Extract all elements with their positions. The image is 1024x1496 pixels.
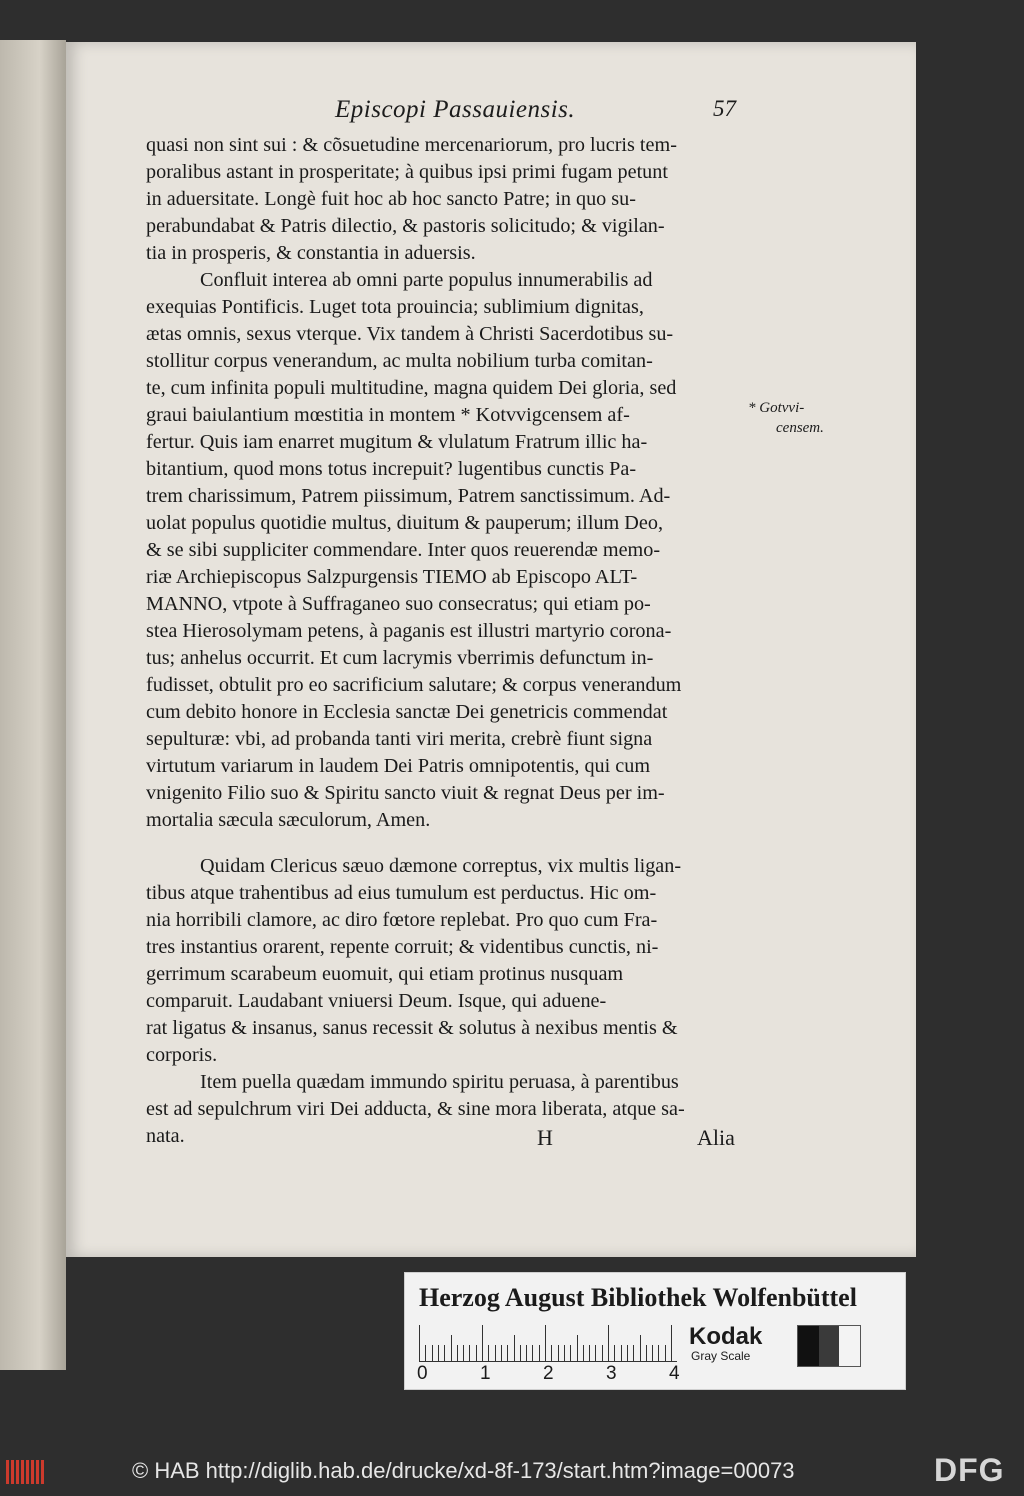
marginal-note: * Gotvvi-: [748, 400, 805, 416]
ruler-label: 0: [417, 1363, 428, 1384]
ruler-tick: [564, 1345, 565, 1361]
page-number: 57: [713, 96, 736, 121]
text-line: vnigenito Filio suo & Spiritu sancto viuit & regnat Deus per im-: [146, 782, 665, 804]
ruler-tick: [425, 1345, 426, 1361]
text-line: mortalia sæcula sæculorum, Amen.: [146, 809, 431, 831]
text-line: te, cum infinita populi multitudine, magna quidem Dei gloria, sed: [146, 377, 677, 399]
text-line: MANNO, vtpote à Suffraganeo suo consecratus; qui etiam po-: [146, 593, 651, 615]
ruler-label: 3: [606, 1363, 617, 1384]
icon-stripe: [11, 1460, 14, 1484]
ruler-tick: [646, 1345, 647, 1361]
ruler-tick: [520, 1345, 521, 1361]
ruler-tick: [469, 1345, 470, 1361]
text-line: poralibus astant in prosperitate; à quibus ipsi primi fugam petunt: [146, 161, 668, 183]
ruler-tick: [608, 1325, 609, 1361]
text-line: cum debito honore in Ecclesia sanctæ Dei genetricis commendat: [146, 701, 668, 723]
swatch: [839, 1326, 860, 1366]
text-line: gerrimum scarabeum euomuit, qui etiam protinus nusquam: [146, 963, 624, 985]
ruler-tick: [488, 1345, 489, 1361]
text-line: tres instantius orarent, repente corruit; & videntibus cunctis, ni-: [146, 936, 659, 958]
ruler-label: 2: [543, 1363, 554, 1384]
text-line: perabundabat & Patris dilectio, & pastoris solicitudo; & vigilan-: [146, 215, 665, 237]
ruler-tick: [614, 1345, 615, 1361]
color-calibration-card: [404, 1272, 906, 1390]
text-line: riæ Archiepiscopus Salzpurgensis TIEMO ab Episcopo ALT-: [146, 566, 638, 588]
ruler-tick: [621, 1345, 622, 1361]
ruler-tick: [432, 1345, 433, 1361]
ruler-tick: [532, 1345, 533, 1361]
ruler-tick: [482, 1325, 483, 1361]
ruler-label: 4: [669, 1363, 680, 1384]
ruler-tick: [463, 1345, 464, 1361]
kodak-logo: Kodak: [689, 1323, 763, 1350]
text-line: tibus atque trahentibus ad eius tumulum est perductus. Hic om-: [146, 882, 657, 904]
ruler-tick: [451, 1335, 452, 1361]
ruler-labels: [413, 1363, 713, 1387]
icon-stripe: [36, 1460, 39, 1484]
ruler-tick: [526, 1345, 527, 1361]
text-line: & se sibi suppliciter commendare. Inter quos reuerendæ memo-: [146, 539, 661, 561]
text-line: Confluit interea ab omni parte populus innumerabilis ad: [200, 269, 653, 291]
gray-scale-label: Gray Scale: [691, 1349, 751, 1363]
ruler-tick: [539, 1345, 540, 1361]
ruler-tick: [570, 1345, 571, 1361]
ruler-tick: [558, 1345, 559, 1361]
facing-page-edge: [0, 40, 66, 1370]
catchword: Alia: [697, 1125, 735, 1150]
ruler-tick: [633, 1345, 634, 1361]
measurement-ruler: [419, 1323, 677, 1362]
text-line: sepulturæ: vbi, ad probanda tanti viri merita, crebrè fiunt signa: [146, 728, 653, 750]
text-line: exequias Pontificis. Luget tota prouincia; sublimium dignitas,: [146, 296, 644, 318]
text-line: est ad sepulchrum viri Dei adducta, & sine mora liberata, atque sa-: [146, 1098, 685, 1120]
text-line: corporis.: [146, 1044, 218, 1066]
text-line: nata.: [146, 1125, 185, 1147]
ruler-tick: [665, 1345, 666, 1361]
ruler-tick: [438, 1345, 439, 1361]
text-line: nia horribili clamore, ac diro fœtore replebat. Pro quo cum Fra-: [146, 909, 658, 931]
ruler-tick: [640, 1335, 641, 1361]
text-line: tia in prosperis, & constantia in aduersis.: [146, 242, 476, 264]
footer-credit-link[interactable]: © HAB http://diglib.hab.de/drucke/xd-8f-173/start.htm?image=00073: [132, 1458, 795, 1483]
library-name: Herzog August Bibliothek Wolfenbüttel: [419, 1283, 857, 1312]
barcode-logo-icon: [6, 1460, 48, 1484]
text-line: virtutum variarum in laudem Dei Patris omnipotentis, qui cum: [146, 755, 651, 777]
text-line: uolat populus quotidie multus, diuitum & pauperum; illum Deo,: [146, 512, 663, 534]
icon-stripe: [41, 1460, 44, 1484]
text-line: stollitur corpus venerandum, ac multa nobilium turba comitan-: [146, 350, 653, 372]
ruler-tick: [602, 1345, 603, 1361]
icon-stripe: [6, 1460, 9, 1484]
text-line: in aduersitate. Longè fuit hoc ab hoc sancto Patre; in quo su-: [146, 188, 636, 210]
swatch: [819, 1326, 840, 1366]
ruler-tick: [419, 1325, 420, 1361]
icon-stripe: [31, 1460, 34, 1484]
text-line: quasi non sint sui : & cõsuetudine mercenariorum, pro lucris tem-: [146, 134, 677, 156]
text-line: trem charissimum, Patrem piissimum, Patrem sanctissimum. Ad-: [146, 485, 671, 507]
ruler-tick: [671, 1325, 672, 1361]
icon-stripe: [16, 1460, 19, 1484]
text-line: stea Hierosolymam petens, à paganis est illustri martyrio corona-: [146, 620, 672, 642]
ruler-tick: [551, 1345, 552, 1361]
ruler-tick: [457, 1345, 458, 1361]
text-line: fertur. Quis iam enarret mugitum & vlulatum Fratrum illic ha-: [146, 431, 648, 453]
ruler-tick: [545, 1325, 546, 1361]
swatch: [798, 1326, 819, 1366]
text-line: comparuit. Laudabant vniuersi Deum. Isque, qui aduene-: [146, 990, 607, 1012]
ruler-tick: [583, 1345, 584, 1361]
running-head: Episcopi Passauiensis.: [335, 96, 576, 123]
icon-stripe: [26, 1460, 29, 1484]
ruler-tick: [495, 1345, 496, 1361]
text-line: Quidam Clericus sæuo dæmone correptus, vix multis ligan-: [200, 855, 682, 877]
ruler-tick: [589, 1345, 590, 1361]
signature-mark: H: [537, 1125, 553, 1150]
text-line: rat ligatus & insanus, sanus recessit & solutus à nexibus mentis &: [146, 1017, 678, 1039]
text-line: graui baiulantium mœstitia in montem * Kotvvigcensem af-: [146, 404, 630, 426]
ruler-tick: [501, 1345, 502, 1361]
ruler-label: 1: [480, 1363, 491, 1384]
ruler-tick: [627, 1345, 628, 1361]
ruler-tick: [652, 1345, 653, 1361]
ruler-tick: [658, 1345, 659, 1361]
ruler-tick: [577, 1335, 578, 1361]
text-line: fudisset, obtulit pro eo sacrificium salutare; & corpus venerandum: [146, 674, 682, 696]
ruler-tick: [444, 1345, 445, 1361]
text-line: Item puella quædam immundo spiritu peruasa, à parentibus: [200, 1071, 679, 1093]
ruler-tick: [476, 1345, 477, 1361]
ruler-tick: [595, 1345, 596, 1361]
icon-stripe: [21, 1460, 24, 1484]
marginal-note: censem.: [776, 420, 824, 436]
text-line: ætas omnis, sexus vterque. Vix tandem à Christi Sacerdotibus su-: [146, 323, 674, 345]
text-line: tus; anhelus occurrit. Et cum lacrymis vberrimis defunctum in-: [146, 647, 654, 669]
text-line: bitantium, quod mons totus increpuit? lugentibus cunctis Pa-: [146, 458, 637, 480]
gray-scale-swatches: [797, 1325, 861, 1367]
ruler-tick: [514, 1335, 515, 1361]
dfg-logo: DFG: [934, 1452, 1005, 1488]
ruler-tick: [507, 1345, 508, 1361]
